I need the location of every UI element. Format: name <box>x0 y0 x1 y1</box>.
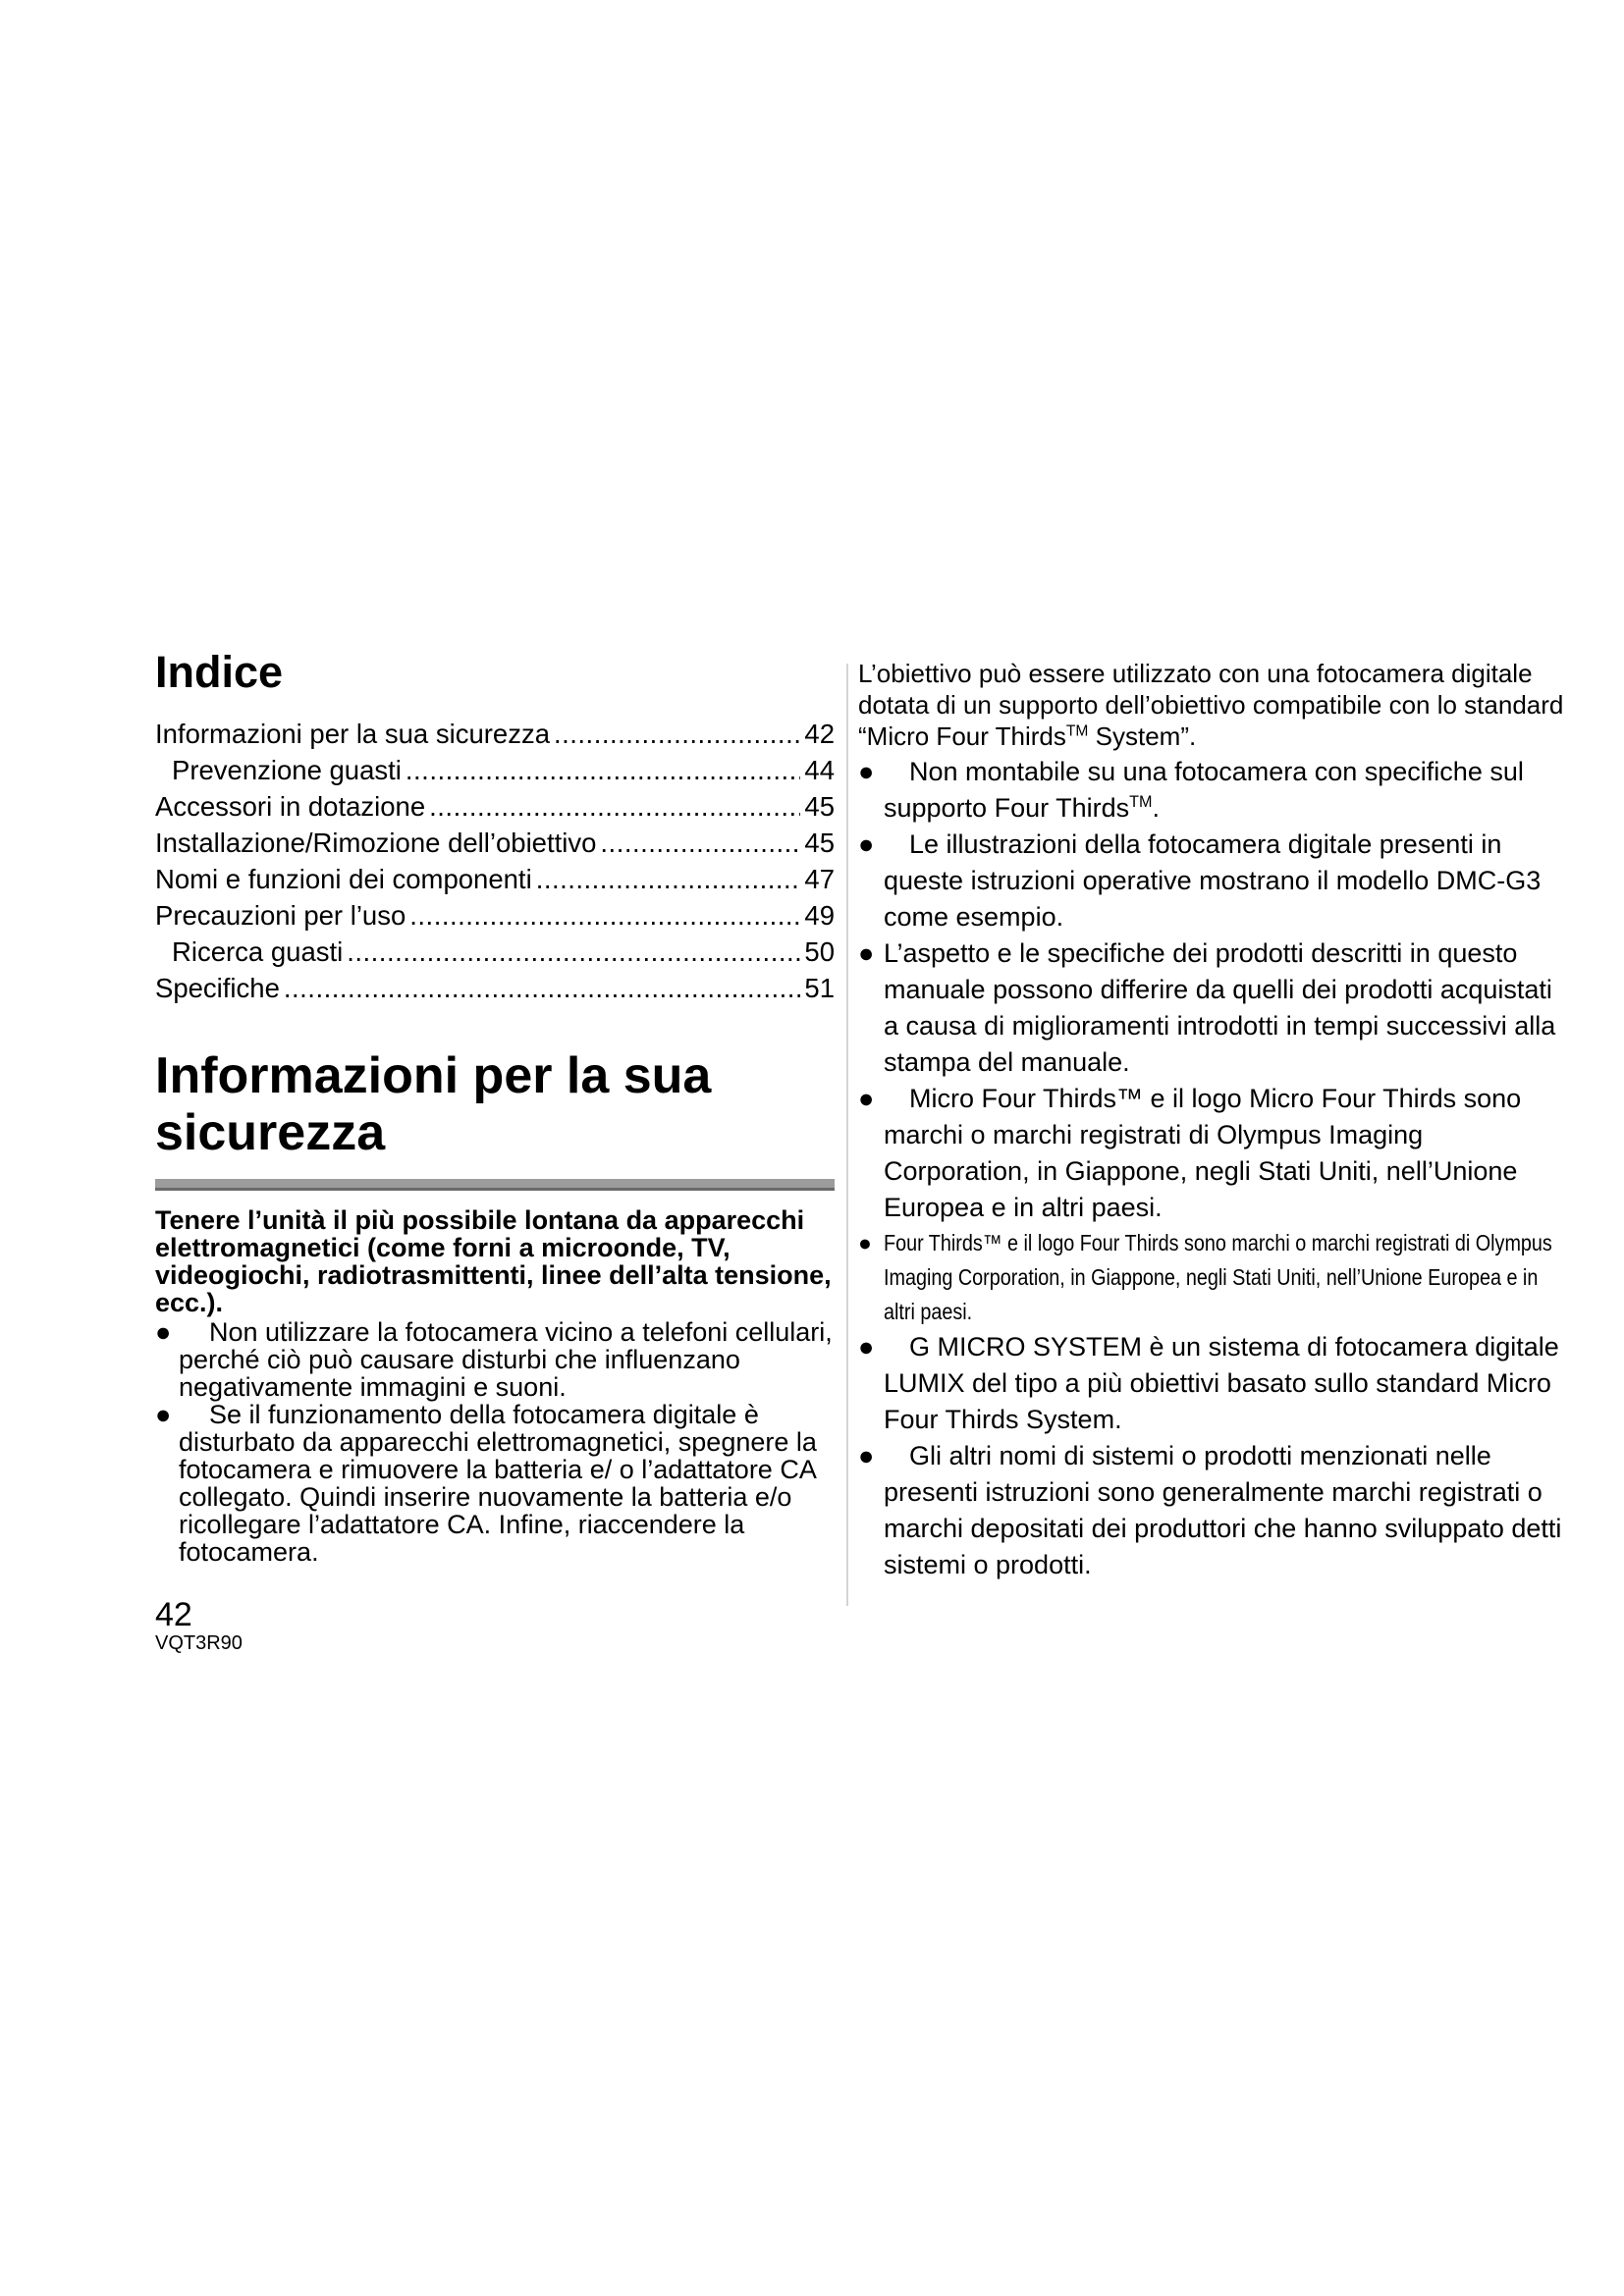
list-item <box>155 1318 835 1401</box>
list-item-text: Micro Four Thirds™ e il logo Micro Four Thirds sono marchi o marchi registrati di Olympus Imaging Corporation, in Giappone, negli Stati Uniti, nell’Unione Europea e in altri paesi. <box>884 1084 1522 1222</box>
toc-item[interactable] <box>155 825 835 861</box>
page-number: 42 <box>155 1596 192 1633</box>
bullet-icon: ● <box>155 1317 172 1347</box>
list-item <box>155 1401 835 1566</box>
toc-item[interactable] <box>155 716 835 752</box>
toc-item-label: Ricerca guasti <box>172 936 344 967</box>
left-column <box>155 647 835 1567</box>
list-item-text <box>884 754 1565 827</box>
list-item <box>858 935 1565 1081</box>
bullet-icon: ● <box>858 1230 872 1255</box>
toc-item[interactable] <box>155 861 835 897</box>
toc-item-page: 44 <box>804 755 835 785</box>
list-item <box>858 1226 1565 1329</box>
compatibility-note <box>858 658 1565 752</box>
document-code: VQT3R90 <box>155 1632 243 1654</box>
toc-item-page: 45 <box>804 791 835 822</box>
list-item <box>858 1329 1565 1438</box>
toc-dot-leader <box>347 934 800 970</box>
toc-item[interactable] <box>155 934 835 970</box>
toc-item[interactable] <box>155 788 835 825</box>
toc-dot-leader <box>409 897 800 934</box>
toc-item-page: 47 <box>804 864 835 894</box>
notes-bullet-list <box>858 754 1565 1583</box>
table-of-contents <box>155 716 835 1006</box>
toc-item[interactable] <box>155 970 835 1006</box>
toc-item[interactable] <box>155 897 835 934</box>
list-item <box>858 1081 1565 1226</box>
list-item-text: G MICRO SYSTEM è un sistema di fotocamera digitale LUMIX del tipo a più obiettivi basato sullo standard Micro Four Thirds System. <box>884 1332 1559 1434</box>
right-column <box>858 658 1565 1583</box>
list-item <box>858 754 1565 827</box>
list-item-text: L’aspetto e le specifiche dei prodotti descritti in questo manuale possono differire da quelli dei prodotti acquistati a causa di miglioramenti introdotti in tempi successivi alla stampa del manuale. <box>884 938 1556 1077</box>
section-rule <box>155 1179 835 1191</box>
toc-item[interactable] <box>155 752 835 788</box>
list-item-text-part: Non montabile su una fotocamera con specifiche sul supporto Four Thirds <box>884 757 1524 823</box>
toc-item-label: Nomi e funzioni dei componenti <box>155 864 532 894</box>
list-item-text: Non utilizzare la fotocamera vicino a telefoni cellulari, perché ciò può causare disturbi che influenzano negativamente immagini e suoni. <box>179 1317 833 1402</box>
toc-dot-leader <box>429 788 800 825</box>
safety-warning: Tenere l’unità il più possibile lontana da apparecchi elettromagnetici (come forni a microonde, TV, videogiochi, radiotrasmittenti, linee dell’alta tensione, ecc.). <box>155 1205 832 1317</box>
toc-dot-leader <box>536 861 801 897</box>
toc-item-label: Installazione/Rimozione dell’obiettivo <box>155 828 597 858</box>
list-item-text: Se il funzionamento della fotocamera digitale è disturbato da apparecchi elettromagnetici, spegnere la fotocamera e rimuovere la batteria e/ o l’adattatore CA collegato. Quindi inserire nuovamente la batteria e/o ricollegare l’adattatore CA. Infine, riaccendere la fotocamera. <box>179 1400 817 1567</box>
toc-title: Indice <box>155 647 284 697</box>
list-item-text: Four Thirds™ e il logo Four Thirds sono marchi o marchi registrati di Olympus Imaging Corporation, in Giappone, negli Stati Uniti, nell’Unione Europea e in altri paesi. <box>884 1230 1552 1324</box>
toc-item-page: 42 <box>804 719 835 749</box>
toc-item-label: Informazioni per la sua sicurezza <box>155 719 550 749</box>
trademark-sup: TM <box>1065 722 1089 740</box>
safety-bullet-list <box>155 1318 835 1566</box>
toc-item-label: Precauzioni per l’uso <box>155 900 406 931</box>
bullet-icon: ● <box>858 757 875 786</box>
bullet-icon: ● <box>858 1441 875 1470</box>
list-item-text: Le illustrazioni della fotocamera digitale presenti in queste istruzioni operative mostrano il modello DMC-G3 come esempio. <box>884 829 1542 932</box>
toc-dot-leader <box>554 716 800 752</box>
toc-dot-leader <box>600 825 800 861</box>
bullet-icon: ● <box>858 938 875 968</box>
list-item-text: Gli altri nomi di sistemi o prodotti menzionati nelle presenti istruzioni sono generalmente marchi registrati o marchi depositati dei produttori che hanno sviluppato detti sistemi o prodotti. <box>884 1441 1562 1579</box>
bullet-icon: ● <box>858 1084 875 1113</box>
section-title: Informazioni per la sua sicurezza <box>155 1047 712 1161</box>
list-item <box>858 827 1565 935</box>
toc-dot-leader <box>406 752 801 788</box>
toc-item-label: Prevenzione guasti <box>172 755 402 785</box>
column-divider <box>846 664 848 1606</box>
toc-item-label: Specifiche <box>155 973 280 1003</box>
bullet-icon: ● <box>858 829 875 859</box>
toc-item-page: 45 <box>804 828 835 858</box>
toc-item-page: 51 <box>804 973 835 1003</box>
toc-item-page: 49 <box>804 900 835 931</box>
intro-text-end: System”. <box>1088 721 1197 751</box>
page-footer <box>155 1597 243 1654</box>
trademark-sup: TM <box>1129 793 1153 811</box>
intro-text: L’obiettivo può essere utilizzato con una fotocamera digitale dotata di un supporto dell’obiettivo compatibile con lo standard “Micro Four Thirds <box>858 659 1564 751</box>
list-item <box>858 1438 1565 1583</box>
toc-dot-leader <box>284 970 801 1006</box>
toc-item-label: Accessori in dotazione <box>155 791 426 822</box>
bullet-icon: ● <box>155 1400 172 1429</box>
bullet-icon: ● <box>858 1332 875 1362</box>
toc-item-page: 50 <box>804 936 835 967</box>
list-item-text-end: . <box>1152 793 1161 823</box>
